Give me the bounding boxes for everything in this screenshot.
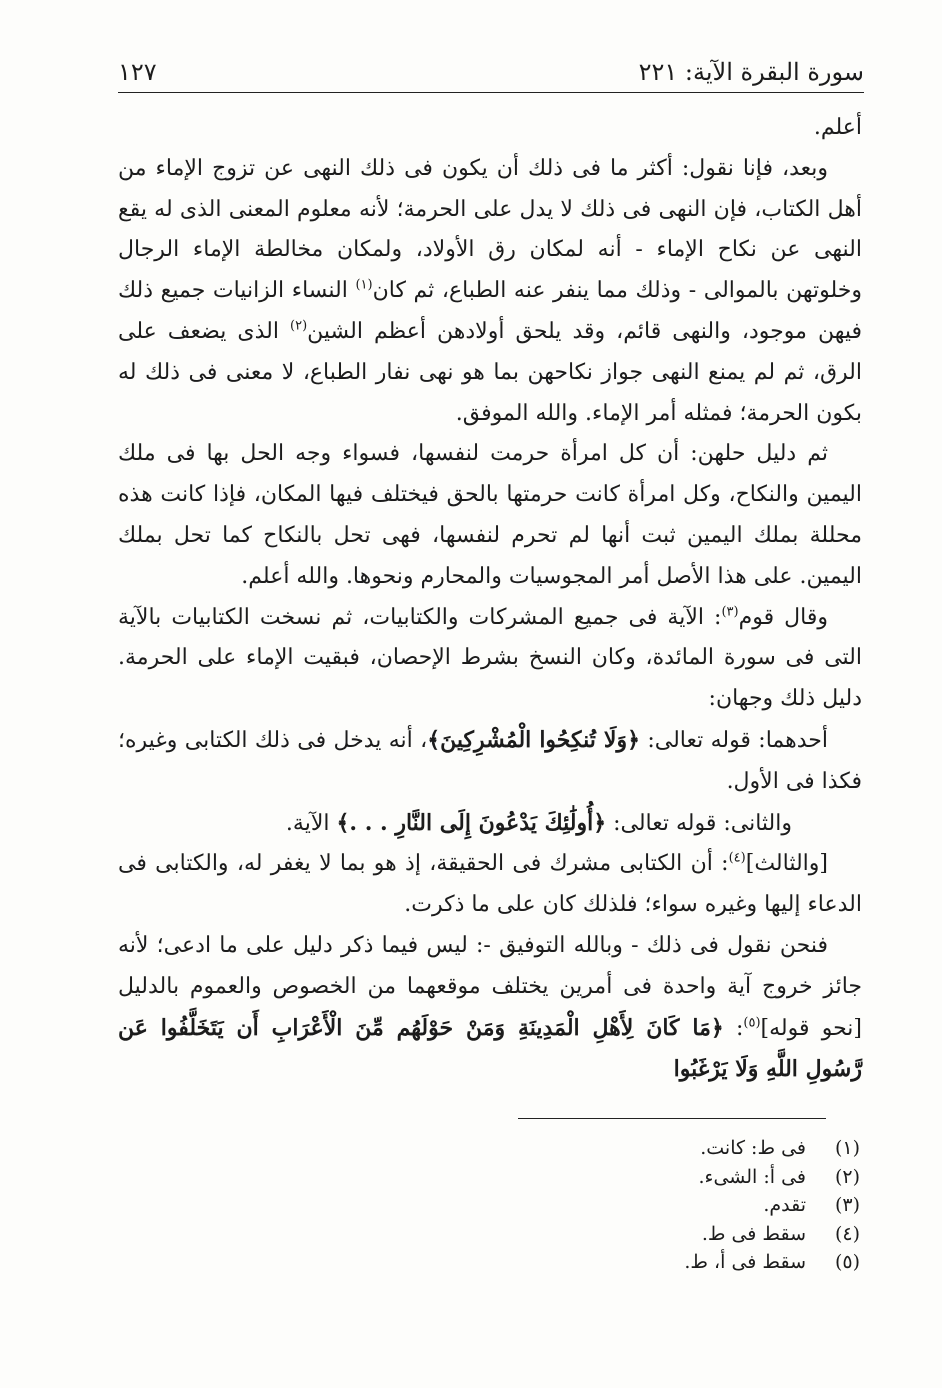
footnote-ref-5: (٥)	[743, 1015, 761, 1031]
paragraph-2-text-a: وبعد، فإنا نقول: أكثر ما فى ذلك أن يكون فى ذلك النهى عن تزوج الإماء من أهل الكتاب، فإن النهى فى ذلك لا يدل على الحرمة؛ لأنه معلوم المعنى الذى له يقع النهى عن نكاح الإماء - أنه لمكان رق الأولاد، ولمكان مخالطة الإماء الرجال وخلوتهن بالموالى - وذلك مما ينفر عنه الطباع، ثم كان	[118, 155, 862, 304]
paragraph-6-text-b: الآية.	[285, 810, 337, 836]
footnote-item	[300, 1220, 860, 1249]
paragraph-4-text-a: وقال قوم	[738, 604, 828, 630]
footnote-text: سقط فى ط.	[701, 1222, 806, 1245]
paragraph-6-text-a: والثانى: قوله تعالى:	[606, 810, 792, 836]
paragraph-7	[118, 844, 862, 926]
footnote-item	[300, 1191, 860, 1220]
footnote-text: سقط فى أ، ط.	[684, 1251, 806, 1274]
footnote-item	[300, 1134, 860, 1163]
footnote-ref-3: (٣)	[721, 604, 739, 620]
footnote-ref-4: (٤)	[728, 851, 746, 867]
paragraph-3: ثم دليل حلهن: أن كل امرأة حرمت لنفسها، فسواء وجه الحل بها فى ملك اليمين والنكاح، وكل امرأة كانت حرمتها بالحق فيختلف فيها المكان، فإذا كانت هذه محللة بملك اليمين ثبت أنها لم تحرم لنفسها، فهى تحل بالنكاح كما تحل بملك اليمين. على هذا الأصل أمر المجوسيات والمحارم ونحوها. والله أعلم.	[118, 441, 862, 589]
paragraph-8-text-b: :	[723, 1015, 744, 1041]
paragraph-1: أعلم.	[813, 115, 862, 140]
quran-verse-3: ﴿مَا كَانَ لِأَهْلِ الْمَدِينَةِ وَمَنْ حَوْلَهُم مِّنَ الْأَعْرَابِ أَن يَتَخَلَّفُوا عَن رَّسُولِ اللَّهِ وَلَا يَرْغَبُوا	[118, 1014, 862, 1083]
paragraph-5	[118, 720, 862, 803]
footnote-number: (١)	[834, 1137, 860, 1159]
footnote-text: فى أ: الشىء.	[698, 1165, 806, 1188]
paragraph-7-text-a: [والثالث]	[745, 851, 828, 877]
footnote-text: تقدم.	[763, 1194, 806, 1217]
footnotes	[300, 1134, 860, 1277]
footnote-item	[300, 1163, 860, 1192]
paragraph-8-text-a: فنحن نقول فى ذلك - وبالله التوفيق -: ليس فيما ذكر دليل على ما ادعى؛ لأنه جائز خروج آية واحدة فى أمرين يختلف موقعهما من الخصوص والعموم بالدليل [نحو قوله]	[118, 932, 862, 1041]
footnote-number: (٤)	[834, 1222, 860, 1245]
paragraph-2	[118, 149, 862, 435]
header-rule	[118, 92, 864, 93]
footnote-number: (٥)	[834, 1251, 860, 1274]
running-title: سورة البقرة الآية: ٢٢١	[638, 58, 864, 86]
main-text	[118, 108, 862, 1091]
footnote-ref-1: (١)	[355, 277, 373, 293]
footnote-separator	[518, 1118, 826, 1119]
paragraph-7-text-b: : أن الكتابى مشرك فى الحقيقة، إذ هو بما لا يغفر له، والكتابى فى الدعاء إليها وغيره سواء؛ فلذلك كان على ما ذكرت.	[118, 851, 862, 918]
page-number: ١٢٧	[118, 58, 157, 86]
paragraph-6	[118, 803, 862, 845]
footnote-ref-2: (٢)	[290, 318, 308, 334]
footnote-item	[300, 1248, 860, 1277]
paragraph-2-text-c: الذى يضعف على الرق، ثم لم يمنع النهى جواز نكاحهن بما هو نهى نفار الطباع، لا معنى فى ذلك له بكون الحرمة؛ فمثله أمر الإماء. والله الموفق.	[118, 318, 862, 426]
paragraph-5-text-b: ، أنه يدخل فى ذلك الكتابى وغيره؛ فكذا فى الأول.	[118, 727, 862, 794]
paragraph-4	[118, 598, 862, 720]
footnote-number: (٣)	[834, 1194, 860, 1217]
paragraph-4-text-b: : الآية فى جميع المشركات والكتابيات، ثم نسخت الكتابيات بالآية التى فى سورة المائدة، وكان النسخ بشرط الإحصان، فبقيت الإماء على الحرمة. دليل ذلك وجهان:	[118, 604, 862, 712]
paragraph-2-text-b: النساء الزانيات جميع ذلك فيهن موجود، والنهى قائم، وقد يلحق أولادهن أعظم الشين	[118, 278, 862, 344]
quran-verse-2: ﴿أُولَٰئِكَ يَدْعُونَ إِلَى النَّارِ . . .﴾	[336, 809, 607, 836]
footnote-number: (٢)	[834, 1165, 860, 1188]
footnote-text: فى ط: كانت.	[700, 1137, 806, 1159]
paragraph-8	[118, 926, 862, 1091]
paragraph-5-text-a: أحدهما: قوله تعالى:	[639, 727, 828, 753]
quran-verse-1: ﴿وَلَا تُنكِحُوا الْمُشْرِكِينَ﴾	[427, 726, 640, 753]
page-header	[118, 52, 864, 86]
